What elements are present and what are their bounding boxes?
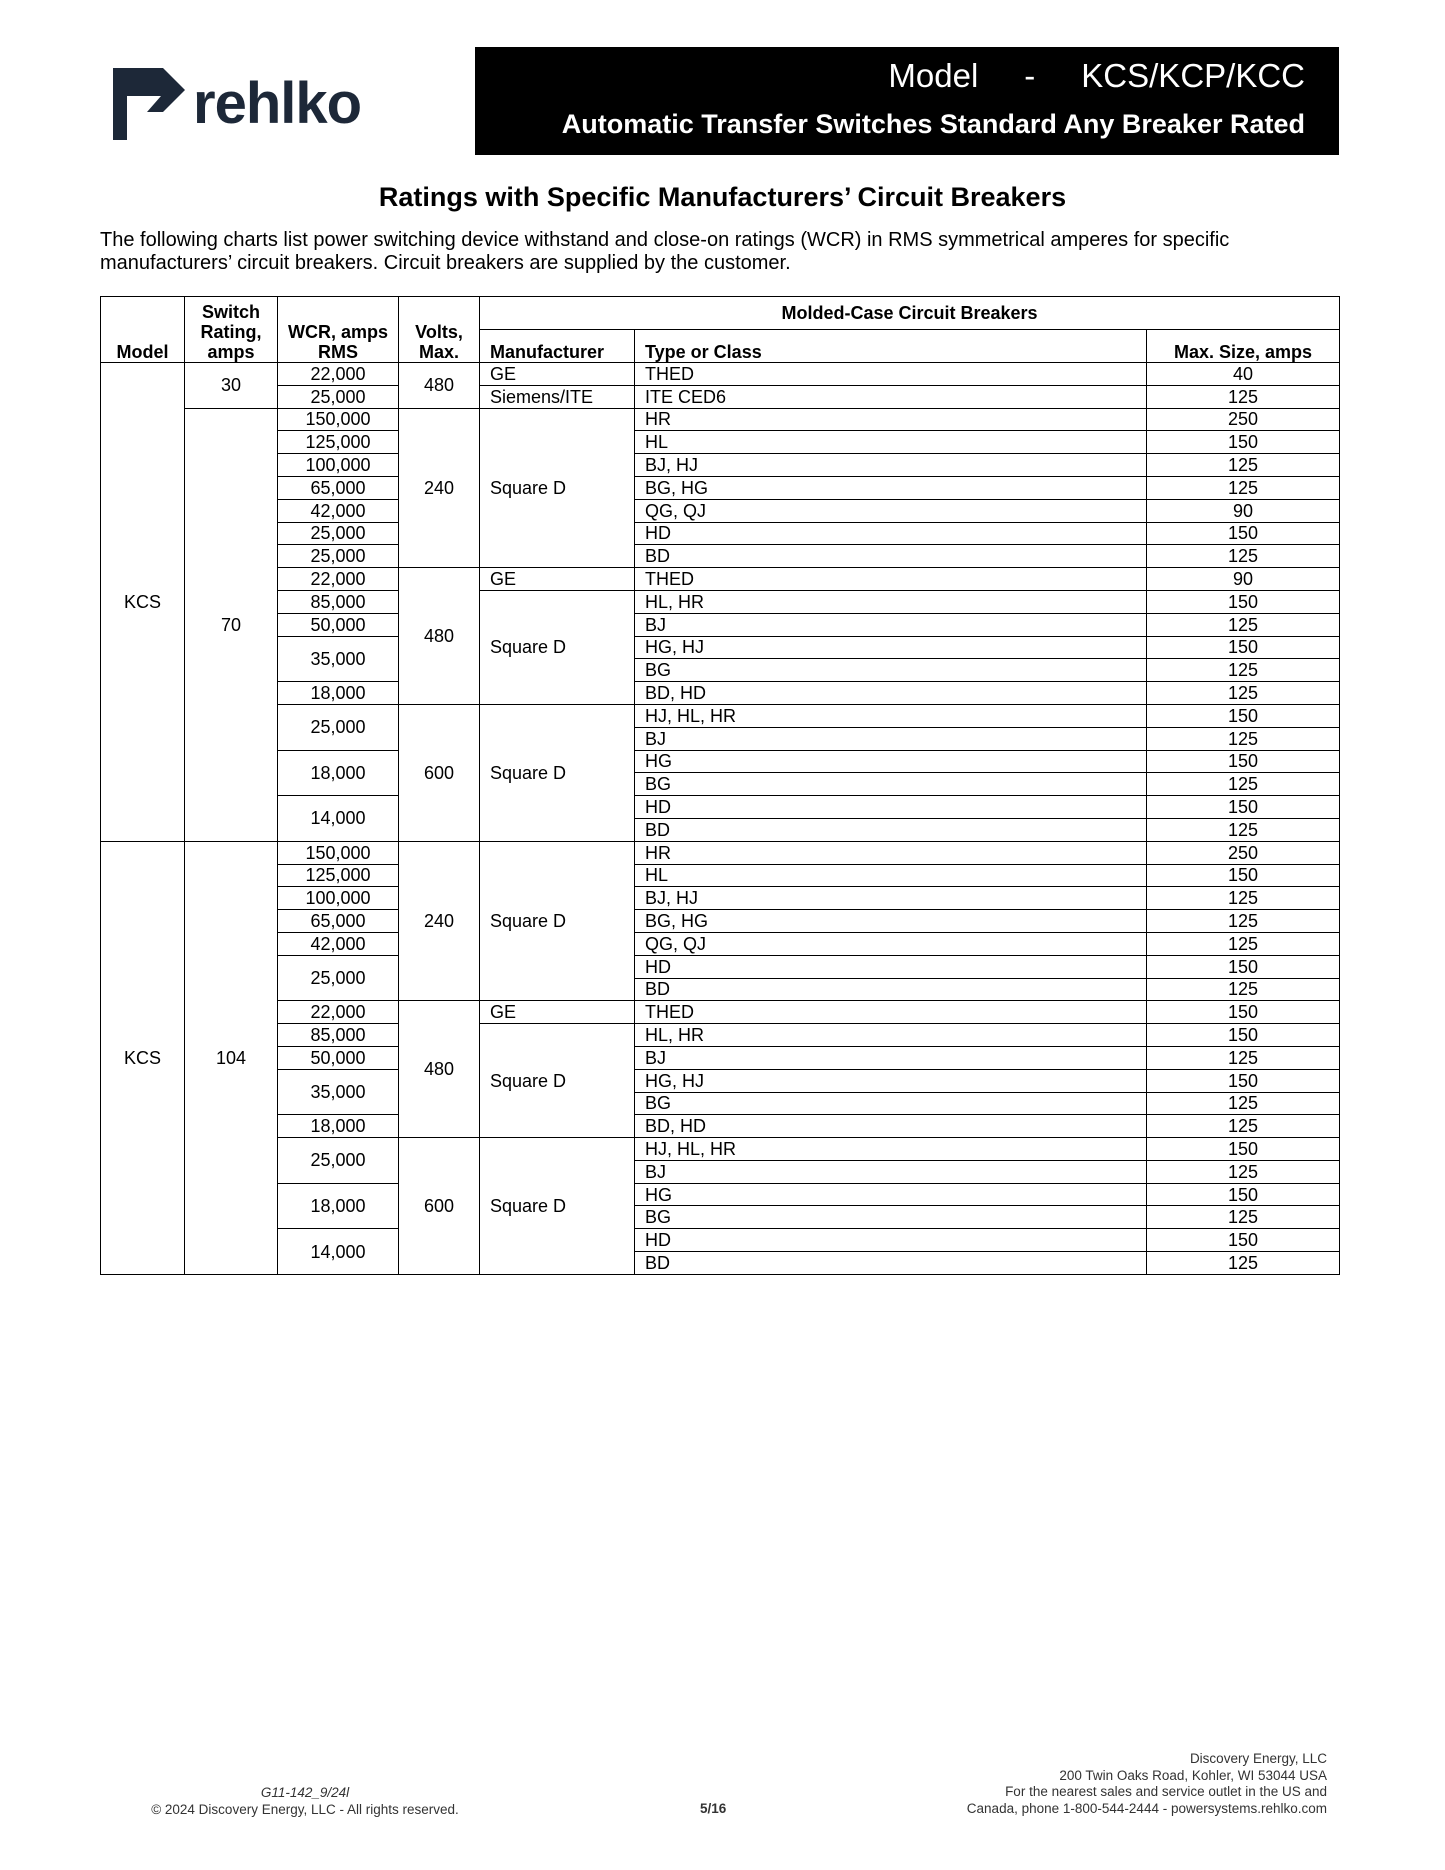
type-cell: HD	[635, 1229, 1147, 1252]
type-cell: HL	[635, 864, 1147, 887]
table-row	[101, 363, 1340, 386]
header-banner	[475, 47, 1339, 155]
header-molded-case-group: Molded-Case Circuit Breakers	[480, 297, 1340, 330]
header-switch-rating: Switch Rating, amps	[185, 297, 278, 363]
max-size-cell: 40	[1147, 363, 1340, 386]
type-cell: HR	[635, 408, 1147, 431]
table-row	[101, 499, 1340, 522]
switch-rating-cell: 104	[185, 841, 278, 1274]
wcr-cell: 22,000	[278, 363, 399, 386]
table-row	[101, 522, 1340, 545]
switch-rating-cell: 30	[185, 363, 278, 409]
table-row	[101, 590, 1340, 613]
manufacturer-cell: GE	[480, 363, 635, 386]
table-row	[101, 887, 1340, 910]
max-size-cell: 90	[1147, 499, 1340, 522]
volts-cell: 240	[399, 841, 480, 1001]
manufacturer-cell: Square D	[480, 704, 635, 841]
table-row	[101, 1183, 1340, 1206]
volts-cell: 600	[399, 704, 480, 841]
wcr-cell: 50,000	[278, 613, 399, 636]
manufacturer-cell: Square D	[480, 841, 635, 1001]
type-cell: BJ	[635, 613, 1147, 636]
section-title: Ratings with Specific Manufacturers’ Circuit Breakers	[378, 182, 1067, 212]
type-cell: BG, HG	[635, 476, 1147, 499]
type-cell: BD, HD	[635, 682, 1147, 705]
table-row	[101, 1001, 1340, 1024]
wcr-cell: 85,000	[278, 590, 399, 613]
header-max-size: Max. Size, amps	[1147, 330, 1340, 363]
max-size-cell: 250	[1147, 841, 1340, 864]
wcr-cell: 25,000	[278, 955, 399, 1001]
logo-arrow-icon	[113, 68, 185, 140]
max-size-cell: 125	[1147, 773, 1340, 796]
footer-right	[967, 1751, 1327, 1817]
max-size-cell: 150	[1147, 1138, 1340, 1161]
type-cell: ITE CED6	[635, 385, 1147, 408]
type-cell: HJ, HL, HR	[635, 704, 1147, 727]
max-size-cell: 150	[1147, 796, 1340, 819]
wcr-cell: 100,000	[278, 454, 399, 477]
wcr-cell: 150,000	[278, 841, 399, 864]
type-cell: THED	[635, 568, 1147, 591]
type-cell: BD	[635, 545, 1147, 568]
intro-paragraph: The following charts list power switching device withstand and close-on ratings (WCR) in RMS symmetrical amperes for specific manufacturers’ circuit breakers. Circuit breakers are supplied by the customer.	[100, 229, 1230, 274]
wcr-cell: 125,000	[278, 864, 399, 887]
header-type: Type or Class	[635, 330, 1147, 363]
wcr-cell: 22,000	[278, 1001, 399, 1024]
manufacturer-cell: Square D	[480, 408, 635, 568]
type-cell: HG, HJ	[635, 1069, 1147, 1092]
ratings-table-body	[101, 363, 1340, 1275]
max-size-cell: 150	[1147, 431, 1340, 454]
table-row	[101, 1138, 1340, 1161]
max-size-cell: 125	[1147, 682, 1340, 705]
logo-wordmark: rehlko	[193, 71, 362, 136]
max-size-cell: 125	[1147, 910, 1340, 933]
volts-cell: 480	[399, 363, 480, 409]
footer-company: Discovery Energy, LLC	[1189, 1751, 1327, 1766]
table-row	[101, 408, 1340, 431]
wcr-cell: 18,000	[278, 750, 399, 796]
max-size-cell: 150	[1147, 1229, 1340, 1252]
max-size-cell: 125	[1147, 932, 1340, 955]
type-cell: BG	[635, 659, 1147, 682]
type-cell: THED	[635, 1001, 1147, 1024]
table-row	[101, 1229, 1340, 1252]
table-row	[101, 955, 1340, 978]
manufacturer-cell: Square D	[480, 1138, 635, 1275]
table-row	[101, 932, 1340, 955]
table-row	[101, 864, 1340, 887]
max-size-cell: 125	[1147, 887, 1340, 910]
table-row	[101, 841, 1340, 864]
wcr-cell: 18,000	[278, 1115, 399, 1138]
wcr-cell: 14,000	[278, 796, 399, 842]
table-row	[101, 568, 1340, 591]
table-row	[101, 682, 1340, 705]
manufacturer-cell: Square D	[480, 1024, 635, 1138]
wcr-cell: 65,000	[278, 476, 399, 499]
table-row	[101, 454, 1340, 477]
max-size-cell: 125	[1147, 1252, 1340, 1275]
header-model-line	[888, 57, 1305, 95]
header-model-value: KCS/KCP/KCC	[1081, 57, 1305, 94]
max-size-cell: 125	[1147, 476, 1340, 499]
type-cell: HG, HJ	[635, 636, 1147, 659]
wcr-cell: 14,000	[278, 1229, 399, 1275]
table-row	[101, 613, 1340, 636]
type-cell: HL, HR	[635, 1024, 1147, 1047]
type-cell: HG	[635, 1183, 1147, 1206]
type-cell: BD	[635, 818, 1147, 841]
type-cell: THED	[635, 363, 1147, 386]
max-size-cell: 150	[1147, 864, 1340, 887]
max-size-cell: 125	[1147, 1206, 1340, 1229]
max-size-cell: 125	[1147, 1092, 1340, 1115]
type-cell: BJ	[635, 1046, 1147, 1069]
type-cell: BJ	[635, 727, 1147, 750]
table-row	[101, 1069, 1340, 1092]
max-size-cell: 150	[1147, 1183, 1340, 1206]
type-cell: QG, QJ	[635, 932, 1147, 955]
table-row	[101, 704, 1340, 727]
type-cell: HR	[635, 841, 1147, 864]
type-cell: BG	[635, 773, 1147, 796]
type-cell: BG	[635, 1206, 1147, 1229]
type-cell: BG	[635, 1092, 1147, 1115]
volts-cell: 480	[399, 1001, 480, 1138]
type-cell: BJ, HJ	[635, 887, 1147, 910]
ratings-table	[100, 296, 1340, 1275]
table-row	[101, 385, 1340, 408]
type-cell: BD, HD	[635, 1115, 1147, 1138]
table-row	[101, 910, 1340, 933]
footer-left	[110, 1784, 500, 1818]
wcr-cell: 100,000	[278, 887, 399, 910]
max-size-cell: 125	[1147, 454, 1340, 477]
header-subtitle: Automatic Transfer Switches Standard Any Breaker Rated	[561, 109, 1305, 139]
wcr-cell: 25,000	[278, 1138, 399, 1184]
header-dash: -	[1024, 57, 1036, 94]
max-size-cell: 125	[1147, 385, 1340, 408]
type-cell: BG, HG	[635, 910, 1147, 933]
max-size-cell: 150	[1147, 1069, 1340, 1092]
max-size-cell: 125	[1147, 1046, 1340, 1069]
header-model-label: Model	[888, 57, 979, 94]
table-row	[101, 750, 1340, 773]
footer-contact-line1: For the nearest sales and service outlet in the US and	[1005, 1784, 1327, 1799]
manufacturer-cell: GE	[480, 568, 635, 591]
manufacturer-cell: Square D	[480, 590, 635, 704]
max-size-cell: 125	[1147, 545, 1340, 568]
max-size-cell: 150	[1147, 750, 1340, 773]
type-cell: BD	[635, 1252, 1147, 1275]
footer-page-number: 5/16	[700, 1801, 727, 1816]
type-cell: QG, QJ	[635, 499, 1147, 522]
wcr-cell: 25,000	[278, 545, 399, 568]
wcr-cell: 85,000	[278, 1024, 399, 1047]
wcr-cell: 150,000	[278, 408, 399, 431]
table-row	[101, 545, 1340, 568]
type-cell: HD	[635, 522, 1147, 545]
table-row	[101, 1115, 1340, 1138]
header-volts: Volts, Max.	[399, 297, 480, 363]
max-size-cell: 150	[1147, 955, 1340, 978]
manufacturer-cell: GE	[480, 1001, 635, 1024]
max-size-cell: 150	[1147, 590, 1340, 613]
type-cell: HD	[635, 796, 1147, 819]
max-size-cell: 125	[1147, 659, 1340, 682]
type-cell: HL, HR	[635, 590, 1147, 613]
type-cell: BJ, HJ	[635, 454, 1147, 477]
table-row	[101, 476, 1340, 499]
max-size-cell: 150	[1147, 704, 1340, 727]
wcr-cell: 25,000	[278, 385, 399, 408]
wcr-cell: 35,000	[278, 1069, 399, 1115]
max-size-cell: 125	[1147, 613, 1340, 636]
max-size-cell: 90	[1147, 568, 1340, 591]
type-cell: HJ, HL, HR	[635, 1138, 1147, 1161]
wcr-cell: 65,000	[278, 910, 399, 933]
wcr-cell: 42,000	[278, 932, 399, 955]
switch-rating-cell: 70	[185, 408, 278, 841]
wcr-cell: 50,000	[278, 1046, 399, 1069]
wcr-cell: 18,000	[278, 1183, 399, 1229]
header-wcr: WCR, amps RMS	[278, 297, 399, 363]
type-cell: BJ	[635, 1160, 1147, 1183]
max-size-cell: 150	[1147, 1024, 1340, 1047]
footer-address: 200 Twin Oaks Road, Kohler, WI 53044 USA	[1059, 1767, 1327, 1783]
type-cell: HD	[635, 955, 1147, 978]
manufacturer-cell: Siemens/ITE	[480, 385, 635, 408]
type-cell: HG	[635, 750, 1147, 773]
footer-doc-number: G11-142_9/24l	[260, 1785, 350, 1800]
max-size-cell: 150	[1147, 636, 1340, 659]
model-cell: KCS	[101, 363, 185, 842]
brand-logo	[113, 64, 361, 144]
wcr-cell: 42,000	[278, 499, 399, 522]
table-row	[101, 796, 1340, 819]
type-cell: BD	[635, 978, 1147, 1001]
volts-cell: 240	[399, 408, 480, 568]
model-cell: KCS	[101, 841, 185, 1274]
max-size-cell: 125	[1147, 978, 1340, 1001]
volts-cell: 480	[399, 568, 480, 705]
max-size-cell: 150	[1147, 1001, 1340, 1024]
wcr-cell: 25,000	[278, 522, 399, 545]
wcr-cell: 22,000	[278, 568, 399, 591]
wcr-cell: 35,000	[278, 636, 399, 682]
wcr-cell: 25,000	[278, 704, 399, 750]
table-row	[101, 1046, 1340, 1069]
volts-cell: 600	[399, 1138, 480, 1275]
max-size-cell: 125	[1147, 818, 1340, 841]
table-row	[101, 636, 1340, 659]
table-row	[101, 1024, 1340, 1047]
max-size-cell: 125	[1147, 1160, 1340, 1183]
max-size-cell: 250	[1147, 408, 1340, 431]
header-model: Model	[101, 297, 185, 363]
type-cell: HL	[635, 431, 1147, 454]
table-row	[101, 431, 1340, 454]
footer-contact-line2: Canada, phone 1-800-544-2444 - powersystems.rehlko.com	[966, 1800, 1327, 1816]
max-size-cell: 150	[1147, 522, 1340, 545]
max-size-cell: 125	[1147, 727, 1340, 750]
wcr-cell: 18,000	[278, 682, 399, 705]
wcr-cell: 125,000	[278, 431, 399, 454]
footer-copyright: © 2024 Discovery Energy, LLC - All rights reserved.	[151, 1802, 459, 1817]
max-size-cell: 125	[1147, 1115, 1340, 1138]
header-manufacturer: Manufacturer	[480, 330, 635, 363]
